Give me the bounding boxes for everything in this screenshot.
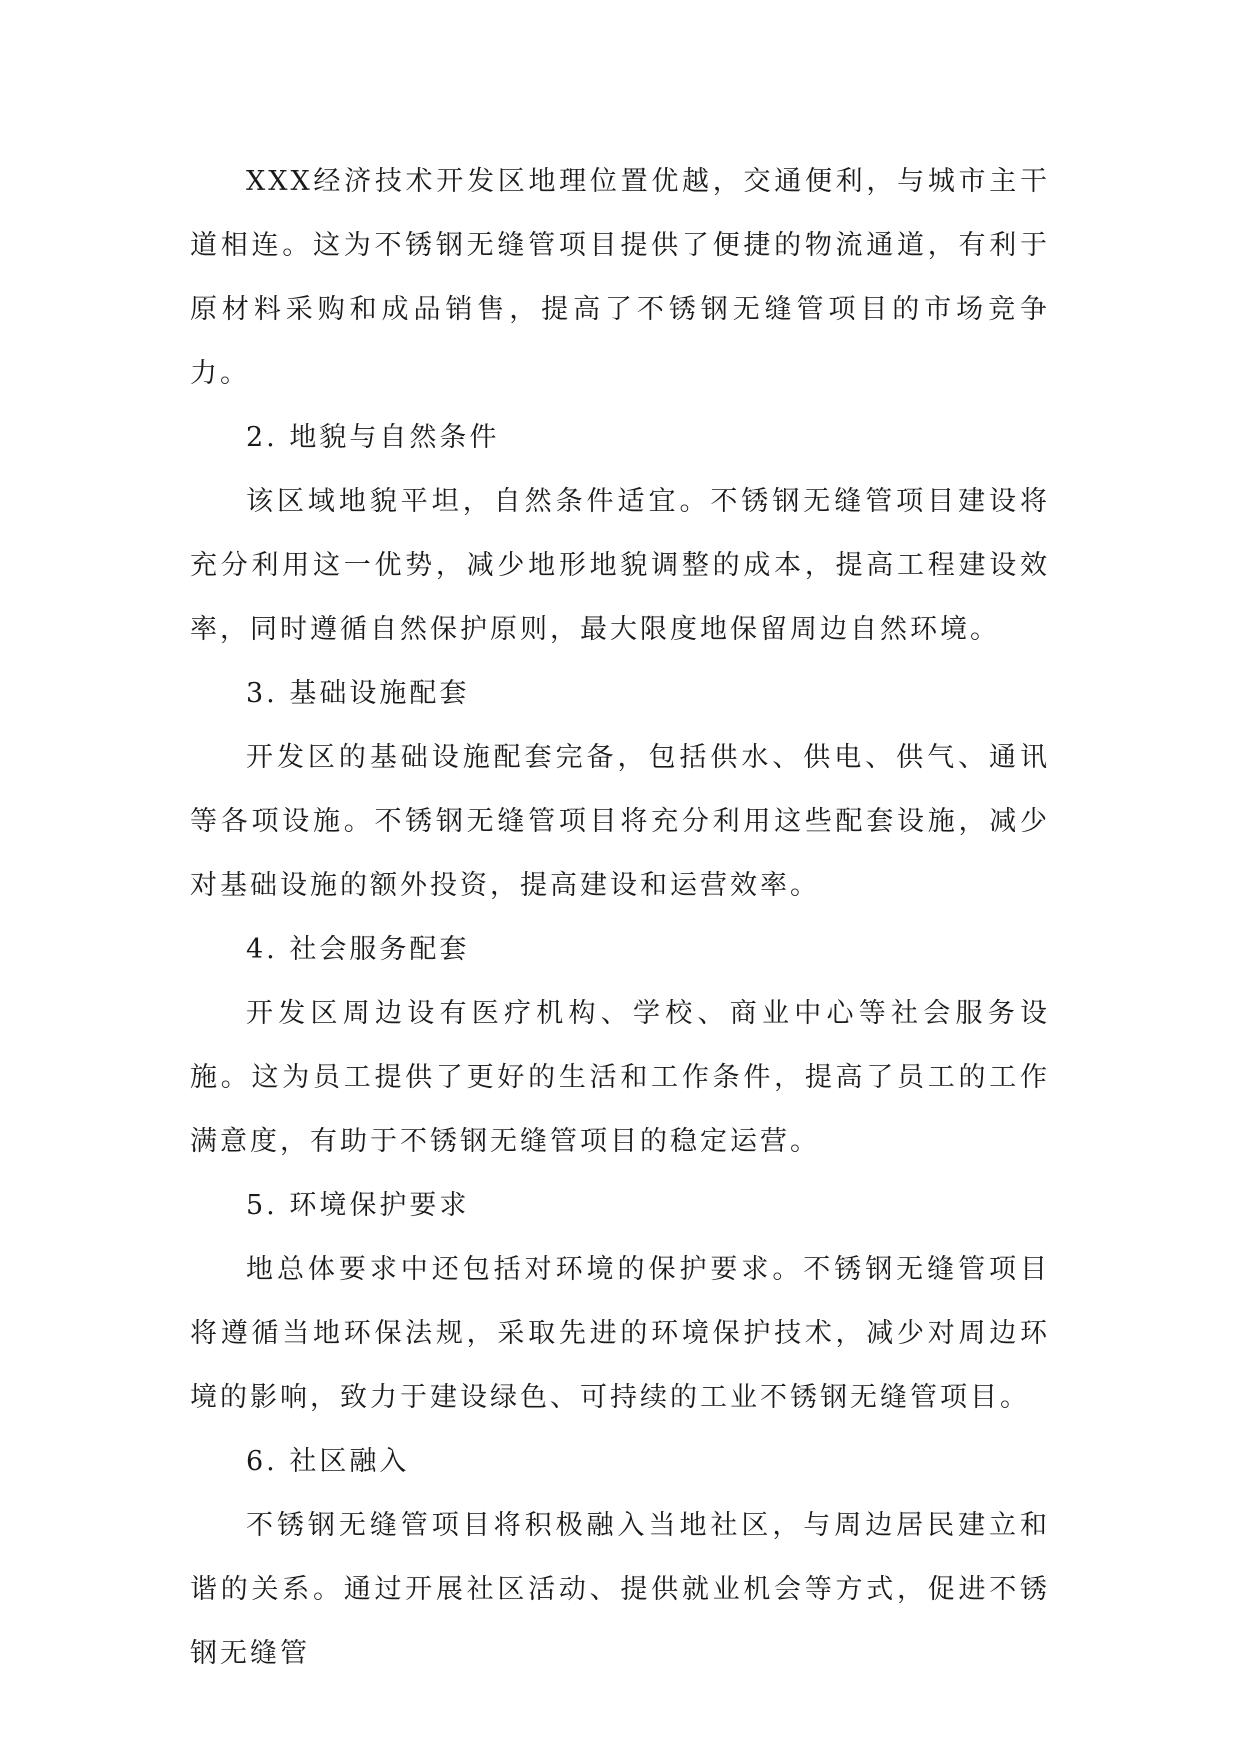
- paragraph-location-transport: XXX经济技术开发区地理位置优越，交通便利，与城市主干道相连。这为不锈钢无缝管项目提供了便捷的物流通道，有利于原材料采购和成品销售，提高了不锈钢无缝管项目的市场竞争力。: [190, 166, 1050, 389]
- paragraph-infrastructure: 开发区的基础设施配套完备，包括供水、供电、供气、通讯等各项设施。不锈钢无缝管项目将充分利用这些配套设施，减少对基础设施的额外投资，提高建设和运营效率。: [190, 742, 1050, 901]
- section-heading-community: 6. 社区融入: [246, 1446, 410, 1477]
- paragraph-environment: 地总体要求中还包括对环境的保护要求。不锈钢无缝管项目将遵循当地环保法规，采取先进的环境保护技术，减少对周边环境的影响，致力于建设绿色、可持续的工业不锈钢无缝管项目。: [190, 1254, 1050, 1413]
- section-heading-infrastructure: 3. 基础设施配套: [246, 678, 470, 709]
- document-body: [190, 150, 1050, 1686]
- paragraph-social-services: 开发区周边设有医疗机构、学校、商业中心等社会服务设施。这为员工提供了更好的生活和工作条件，提高了员工的工作满意度，有助于不锈钢无缝管项目的稳定运营。: [190, 998, 1050, 1157]
- section-heading-terrain: 2. 地貌与自然条件: [246, 422, 500, 453]
- section-heading-social-services: 4. 社会服务配套: [246, 934, 470, 965]
- paragraph-community: 不锈钢无缝管项目将积极融入当地社区，与周边居民建立和谐的关系。通过开展社区活动、提供就业机会等方式，促进不锈钢无缝管: [190, 1510, 1050, 1669]
- section-heading-environment: 5. 环境保护要求: [246, 1190, 470, 1221]
- paragraph-terrain: 该区域地貌平坦，自然条件适宜。不锈钢无缝管项目建设将充分利用这一优势，减少地形地貌调整的成本，提高工程建设效率，同时遵循自然保护原则，最大限度地保留周边自然环境。: [190, 486, 1050, 645]
